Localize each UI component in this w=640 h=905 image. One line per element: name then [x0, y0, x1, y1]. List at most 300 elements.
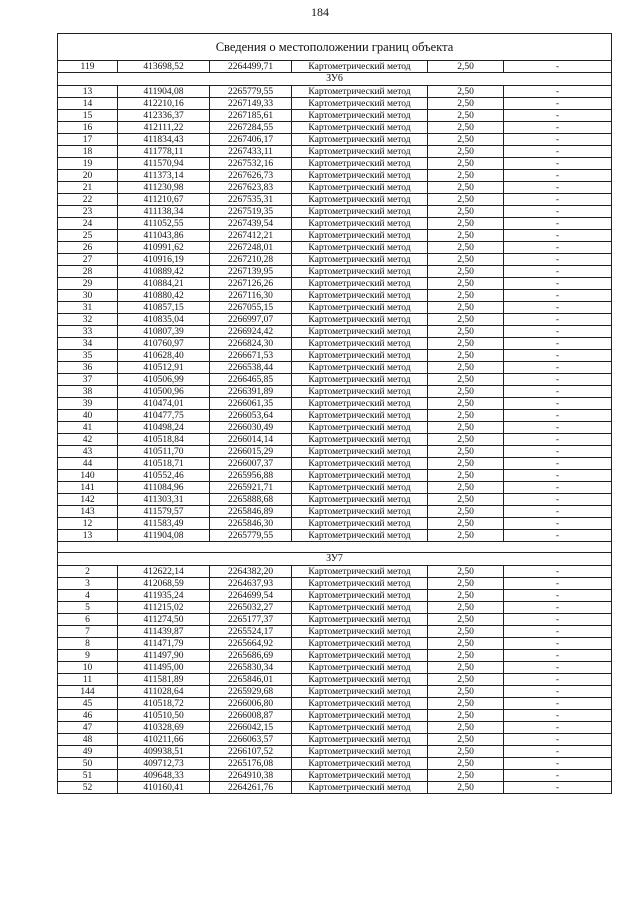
method-cell: Картометрический метод	[292, 530, 428, 542]
method-cell: Картометрический метод	[292, 398, 428, 410]
point-number: 47	[58, 722, 118, 734]
dash-cell: -	[504, 134, 612, 146]
point-number: 143	[58, 506, 118, 518]
coordinate-x: 412068,59	[118, 578, 210, 590]
method-cell: Картометрический метод	[292, 266, 428, 278]
dash-cell: -	[504, 626, 612, 638]
method-cell: Картометрический метод	[292, 458, 428, 470]
point-number: 26	[58, 242, 118, 254]
coordinate-x: 411581,89	[118, 674, 210, 686]
table-row	[58, 218, 612, 230]
dash-cell: -	[504, 530, 612, 542]
table-row	[58, 482, 612, 494]
method-cell: Картометрический метод	[292, 194, 428, 206]
method-cell: Картометрический метод	[292, 590, 428, 602]
method-cell: Картометрический метод	[292, 686, 428, 698]
point-number: 50	[58, 758, 118, 770]
dash-cell: -	[504, 662, 612, 674]
point-number: 37	[58, 374, 118, 386]
method-cell: Картометрический метод	[292, 386, 428, 398]
coordinate-y: 2264261,76	[210, 782, 292, 794]
coordinate-y: 2267248,01	[210, 242, 292, 254]
method-cell: Картометрический метод	[292, 710, 428, 722]
table-row	[58, 722, 612, 734]
table-row	[58, 686, 612, 698]
table-row	[58, 674, 612, 686]
dash-cell: -	[504, 734, 612, 746]
point-number: 23	[58, 206, 118, 218]
accuracy-cell: 2,50	[428, 338, 504, 350]
table-row	[58, 254, 612, 266]
dash-cell: -	[504, 98, 612, 110]
dash-cell: -	[504, 290, 612, 302]
coordinate-x: 411052,55	[118, 218, 210, 230]
point-number: 119	[58, 61, 118, 73]
coordinate-x: 410500,96	[118, 386, 210, 398]
method-cell: Картометрический метод	[292, 122, 428, 134]
table-row	[58, 662, 612, 674]
accuracy-cell: 2,50	[428, 506, 504, 518]
coordinate-y: 2266008,87	[210, 710, 292, 722]
coordinate-y: 2266014,14	[210, 434, 292, 446]
coordinate-x: 411834,43	[118, 134, 210, 146]
method-cell: Картометрический метод	[292, 770, 428, 782]
dash-cell: -	[504, 698, 612, 710]
coordinate-y: 2265956,88	[210, 470, 292, 482]
table-row	[58, 422, 612, 434]
table-row	[58, 614, 612, 626]
coordinate-y: 2265846,89	[210, 506, 292, 518]
accuracy-cell: 2,50	[428, 494, 504, 506]
coordinate-x: 410889,42	[118, 266, 210, 278]
coordinate-x: 410160,41	[118, 782, 210, 794]
dash-cell: -	[504, 338, 612, 350]
point-number: 46	[58, 710, 118, 722]
coordinate-y: 2266924,42	[210, 326, 292, 338]
page-number: 184	[311, 5, 329, 19]
coordinate-y: 2267210,28	[210, 254, 292, 266]
point-number: 4	[58, 590, 118, 602]
coordinate-y: 2265830,34	[210, 662, 292, 674]
coordinate-x: 411471,79	[118, 638, 210, 650]
coordinate-y: 2264910,38	[210, 770, 292, 782]
method-cell: Картометрический метод	[292, 494, 428, 506]
dash-cell: -	[504, 638, 612, 650]
coordinate-x: 411904,08	[118, 530, 210, 542]
dash-cell: -	[504, 650, 612, 662]
coordinate-x: 412111,22	[118, 122, 210, 134]
coordinate-x: 412622,14	[118, 566, 210, 578]
coordinate-x: 411043,86	[118, 230, 210, 242]
coordinate-x: 410628,40	[118, 350, 210, 362]
method-cell: Картометрический метод	[292, 446, 428, 458]
method-cell: Картометрический метод	[292, 302, 428, 314]
coordinate-x: 410211,66	[118, 734, 210, 746]
coordinate-y: 2266063,57	[210, 734, 292, 746]
dash-cell: -	[504, 770, 612, 782]
method-cell: Картометрический метод	[292, 61, 428, 73]
coordinate-x: 410506,99	[118, 374, 210, 386]
coordinate-y: 2265177,37	[210, 614, 292, 626]
point-number: 7	[58, 626, 118, 638]
coordinate-y: 2266824,30	[210, 338, 292, 350]
point-number: 12	[58, 518, 118, 530]
table-row	[58, 170, 612, 182]
accuracy-cell: 2,50	[428, 770, 504, 782]
point-number: 36	[58, 362, 118, 374]
accuracy-cell: 2,50	[428, 458, 504, 470]
table-row	[58, 746, 612, 758]
point-number: 140	[58, 470, 118, 482]
coordinate-y: 2267439,54	[210, 218, 292, 230]
point-number: 25	[58, 230, 118, 242]
point-number: 48	[58, 734, 118, 746]
coordinate-x: 410498,24	[118, 422, 210, 434]
coordinate-y: 2265176,08	[210, 758, 292, 770]
table-row	[58, 134, 612, 146]
boundary-table	[57, 33, 612, 794]
accuracy-cell: 2,50	[428, 662, 504, 674]
dash-cell: -	[504, 362, 612, 374]
method-cell: Картометрический метод	[292, 758, 428, 770]
accuracy-cell: 2,50	[428, 446, 504, 458]
section-name: ЗУ7	[58, 553, 612, 566]
point-number: 8	[58, 638, 118, 650]
coordinate-y: 2266042,15	[210, 722, 292, 734]
dash-cell: -	[504, 398, 612, 410]
coordinate-x: 410552,46	[118, 470, 210, 482]
table-row	[58, 578, 612, 590]
coordinate-y: 2267535,31	[210, 194, 292, 206]
coordinate-x: 411274,50	[118, 614, 210, 626]
method-cell: Картометрический метод	[292, 482, 428, 494]
dash-cell: -	[504, 350, 612, 362]
coordinate-y: 2266015,29	[210, 446, 292, 458]
method-cell: Картометрический метод	[292, 578, 428, 590]
coordinate-x: 410474,01	[118, 398, 210, 410]
accuracy-cell: 2,50	[428, 722, 504, 734]
coordinate-x: 410857,15	[118, 302, 210, 314]
method-cell: Картометрический метод	[292, 674, 428, 686]
accuracy-cell: 2,50	[428, 98, 504, 110]
point-number: 18	[58, 146, 118, 158]
coordinate-x: 410477,75	[118, 410, 210, 422]
table-row	[58, 470, 612, 482]
dash-cell: -	[504, 182, 612, 194]
coordinate-x: 411904,08	[118, 86, 210, 98]
method-cell: Картометрический метод	[292, 746, 428, 758]
table-row	[58, 206, 612, 218]
dash-cell: -	[504, 482, 612, 494]
coordinate-y: 2267139,95	[210, 266, 292, 278]
dash-cell: -	[504, 578, 612, 590]
coordinate-y: 2265921,71	[210, 482, 292, 494]
coordinate-x: 411373,14	[118, 170, 210, 182]
table-row	[58, 290, 612, 302]
table-row	[58, 590, 612, 602]
method-cell: Картометрический метод	[292, 278, 428, 290]
dash-cell: -	[504, 710, 612, 722]
method-cell: Картометрический метод	[292, 158, 428, 170]
coordinate-x: 411303,31	[118, 494, 210, 506]
accuracy-cell: 2,50	[428, 61, 504, 73]
coordinate-x: 411230,98	[118, 182, 210, 194]
coordinate-x: 411570,94	[118, 158, 210, 170]
point-number: 34	[58, 338, 118, 350]
table-row	[58, 230, 612, 242]
method-cell: Картометрический метод	[292, 254, 428, 266]
section-gap-cell	[58, 542, 612, 553]
dash-cell: -	[504, 458, 612, 470]
table-row	[58, 506, 612, 518]
coordinate-x: 411210,67	[118, 194, 210, 206]
dash-cell: -	[504, 494, 612, 506]
dash-cell: -	[504, 122, 612, 134]
coordinate-x: 410328,69	[118, 722, 210, 734]
table-row	[58, 446, 612, 458]
table-row	[58, 770, 612, 782]
method-cell: Картометрический метод	[292, 182, 428, 194]
dash-cell: -	[504, 242, 612, 254]
accuracy-cell: 2,50	[428, 650, 504, 662]
table-row	[58, 782, 612, 794]
table-row	[58, 314, 612, 326]
coordinate-y: 2266053,64	[210, 410, 292, 422]
accuracy-cell: 2,50	[428, 146, 504, 158]
accuracy-cell: 2,50	[428, 734, 504, 746]
table-row	[58, 458, 612, 470]
accuracy-cell: 2,50	[428, 314, 504, 326]
dash-cell: -	[504, 230, 612, 242]
dash-cell: -	[504, 506, 612, 518]
coordinate-y: 2266391,89	[210, 386, 292, 398]
point-number: 13	[58, 530, 118, 542]
accuracy-cell: 2,50	[428, 110, 504, 122]
table-row	[58, 242, 612, 254]
method-cell: Картометрический метод	[292, 338, 428, 350]
dash-cell: -	[504, 110, 612, 122]
table-row	[58, 61, 612, 73]
dash-cell: -	[504, 314, 612, 326]
coordinate-x: 411028,64	[118, 686, 210, 698]
point-number: 22	[58, 194, 118, 206]
table-row	[58, 710, 612, 722]
accuracy-cell: 2,50	[428, 266, 504, 278]
dash-cell: -	[504, 194, 612, 206]
coordinate-y: 2267149,33	[210, 98, 292, 110]
dash-cell: -	[504, 782, 612, 794]
accuracy-cell: 2,50	[428, 326, 504, 338]
dash-cell: -	[504, 218, 612, 230]
dash-cell: -	[504, 326, 612, 338]
accuracy-cell: 2,50	[428, 362, 504, 374]
point-number: 40	[58, 410, 118, 422]
coordinate-y: 2267055,15	[210, 302, 292, 314]
table-row	[58, 194, 612, 206]
accuracy-cell: 2,50	[428, 698, 504, 710]
coordinate-y: 2267532,16	[210, 158, 292, 170]
accuracy-cell: 2,50	[428, 530, 504, 542]
coordinate-x: 413698,52	[118, 61, 210, 73]
table-row	[58, 434, 612, 446]
section-header-row	[58, 73, 612, 86]
coordinate-y: 2267284,55	[210, 122, 292, 134]
method-cell: Картометрический метод	[292, 662, 428, 674]
point-number: 13	[58, 86, 118, 98]
coordinate-y: 2264699,54	[210, 590, 292, 602]
coordinate-y: 2265524,17	[210, 626, 292, 638]
coordinate-y: 2266538,44	[210, 362, 292, 374]
accuracy-cell: 2,50	[428, 746, 504, 758]
coordinate-y: 2265032,27	[210, 602, 292, 614]
accuracy-cell: 2,50	[428, 386, 504, 398]
coordinate-x: 410518,72	[118, 698, 210, 710]
table-row	[58, 362, 612, 374]
table-row	[58, 566, 612, 578]
dash-cell: -	[504, 470, 612, 482]
accuracy-cell: 2,50	[428, 158, 504, 170]
table-row	[58, 518, 612, 530]
method-cell: Картометрический метод	[292, 110, 428, 122]
point-number: 5	[58, 602, 118, 614]
point-number: 9	[58, 650, 118, 662]
coordinate-x: 410760,97	[118, 338, 210, 350]
coordinate-y: 2265664,92	[210, 638, 292, 650]
method-cell: Картометрический метод	[292, 650, 428, 662]
point-number: 33	[58, 326, 118, 338]
point-number: 21	[58, 182, 118, 194]
point-number: 24	[58, 218, 118, 230]
dash-cell: -	[504, 146, 612, 158]
coordinate-x: 411439,87	[118, 626, 210, 638]
table-row	[58, 398, 612, 410]
coordinate-x: 410807,39	[118, 326, 210, 338]
point-number: 3	[58, 578, 118, 590]
accuracy-cell: 2,50	[428, 614, 504, 626]
method-cell: Картометрический метод	[292, 614, 428, 626]
coordinate-x: 411138,34	[118, 206, 210, 218]
method-cell: Картометрический метод	[292, 326, 428, 338]
accuracy-cell: 2,50	[428, 434, 504, 446]
accuracy-cell: 2,50	[428, 758, 504, 770]
method-cell: Картометрический метод	[292, 374, 428, 386]
dash-cell: -	[504, 374, 612, 386]
coordinate-x: 411495,00	[118, 662, 210, 674]
coordinate-x: 411778,11	[118, 146, 210, 158]
coordinate-y: 2266107,52	[210, 746, 292, 758]
coordinate-y: 2266061,35	[210, 398, 292, 410]
coordinate-x: 412336,37	[118, 110, 210, 122]
coordinate-y: 2267623,83	[210, 182, 292, 194]
table-row	[58, 638, 612, 650]
accuracy-cell: 2,50	[428, 482, 504, 494]
accuracy-cell: 2,50	[428, 590, 504, 602]
accuracy-cell: 2,50	[428, 578, 504, 590]
table-row	[58, 650, 612, 662]
coordinate-y: 2266997,07	[210, 314, 292, 326]
coordinate-y: 2265779,55	[210, 86, 292, 98]
method-cell: Картометрический метод	[292, 218, 428, 230]
accuracy-cell: 2,50	[428, 278, 504, 290]
coordinate-y: 2265779,55	[210, 530, 292, 542]
accuracy-cell: 2,50	[428, 710, 504, 722]
method-cell: Картометрический метод	[292, 290, 428, 302]
coordinate-y: 2266465,85	[210, 374, 292, 386]
dash-cell: -	[504, 434, 612, 446]
coordinate-x: 410511,70	[118, 446, 210, 458]
coordinate-x: 411497,90	[118, 650, 210, 662]
dash-cell: -	[504, 266, 612, 278]
accuracy-cell: 2,50	[428, 194, 504, 206]
point-number: 31	[58, 302, 118, 314]
coordinate-x: 410880,42	[118, 290, 210, 302]
method-cell: Картометрический метод	[292, 782, 428, 794]
method-cell: Картометрический метод	[292, 230, 428, 242]
dash-cell: -	[504, 170, 612, 182]
method-cell: Картометрический метод	[292, 242, 428, 254]
table-row	[58, 410, 612, 422]
method-cell: Картометрический метод	[292, 626, 428, 638]
accuracy-cell: 2,50	[428, 398, 504, 410]
point-number: 20	[58, 170, 118, 182]
method-cell: Картометрический метод	[292, 134, 428, 146]
coordinate-y: 2265846,01	[210, 674, 292, 686]
point-number: 16	[58, 122, 118, 134]
dash-cell: -	[504, 722, 612, 734]
method-cell: Картометрический метод	[292, 86, 428, 98]
coordinate-y: 2265929,68	[210, 686, 292, 698]
method-cell: Картометрический метод	[292, 722, 428, 734]
point-number: 29	[58, 278, 118, 290]
coordinate-y: 2265846,30	[210, 518, 292, 530]
dash-cell: -	[504, 61, 612, 73]
table-row	[58, 386, 612, 398]
method-cell: Картометрический метод	[292, 698, 428, 710]
dash-cell: -	[504, 254, 612, 266]
coordinate-y: 2267116,30	[210, 290, 292, 302]
coordinate-y: 2264499,71	[210, 61, 292, 73]
dash-cell: -	[504, 602, 612, 614]
dash-cell: -	[504, 674, 612, 686]
accuracy-cell: 2,50	[428, 470, 504, 482]
accuracy-cell: 2,50	[428, 566, 504, 578]
method-cell: Картометрический метод	[292, 362, 428, 374]
dash-cell: -	[504, 686, 612, 698]
section-header-row	[58, 553, 612, 566]
table-row	[58, 698, 612, 710]
dash-cell: -	[504, 410, 612, 422]
table-row	[58, 734, 612, 746]
method-cell: Картометрический метод	[292, 422, 428, 434]
coordinate-y: 2267185,61	[210, 110, 292, 122]
accuracy-cell: 2,50	[428, 302, 504, 314]
coordinate-y: 2264637,93	[210, 578, 292, 590]
dash-cell: -	[504, 758, 612, 770]
method-cell: Картометрический метод	[292, 314, 428, 326]
accuracy-cell: 2,50	[428, 230, 504, 242]
point-number: 30	[58, 290, 118, 302]
method-cell: Картометрический метод	[292, 410, 428, 422]
dash-cell: -	[504, 158, 612, 170]
coordinate-y: 2264382,20	[210, 566, 292, 578]
point-number: 35	[58, 350, 118, 362]
dash-cell: -	[504, 446, 612, 458]
method-cell: Картометрический метод	[292, 350, 428, 362]
dash-cell: -	[504, 566, 612, 578]
accuracy-cell: 2,50	[428, 674, 504, 686]
coordinate-y: 2267626,73	[210, 170, 292, 182]
coordinate-x: 411579,57	[118, 506, 210, 518]
